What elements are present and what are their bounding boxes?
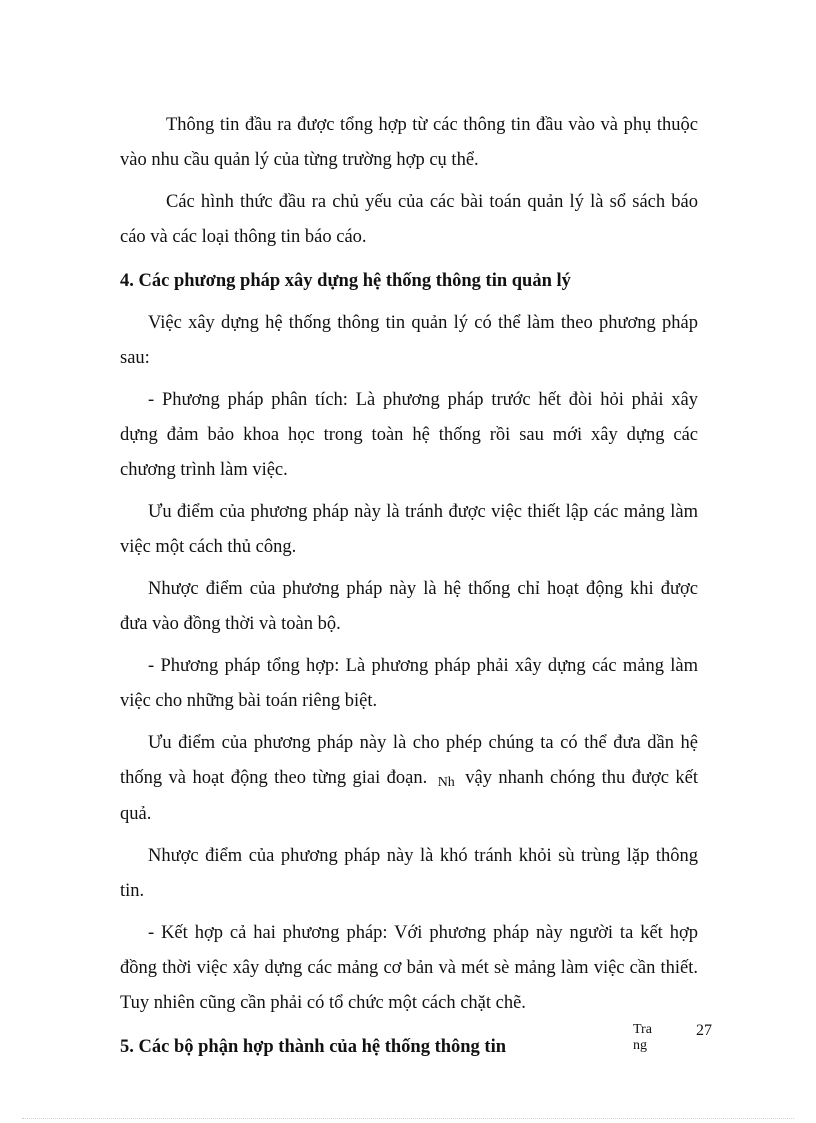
text-fragment: Nh: [437, 775, 455, 790]
text-segment: Ưu điểm của phương pháp này là cho phép chúng ta có thể đưa dần hệ thống và hoạt động theo từng giai đoạn.: [120, 733, 698, 788]
paragraph-output-info: Thông tin đầu ra được tổng hợp từ các thông tin đầu vào và phụ thuộc vào nhu cầu quản lý của từng trường hợp cụ thể.: [120, 115, 698, 170]
paragraph-output-forms: Các hình thức đầu ra chủ yếu của các bài toán quản lý là sổ sách báo cáo và các loại thông tin báo cáo.: [120, 192, 698, 247]
paragraph-synthesis-disadvantage: Nhược điểm của phương pháp này là khó tránh khỏi sù trùng lặp thông tin.: [120, 846, 698, 901]
footer-divider: [22, 1118, 794, 1119]
paragraph-methods-intro: Việc xây dựng hệ thống thông tin quản lý có thể làm theo phương pháp sau:: [120, 313, 698, 368]
paragraph-analysis-method: - Phương pháp phân tích: Là phương pháp trước hết đòi hỏi phải xây dựng đảm bảo khoa học trong toàn hệ thống rồi sau mới xây dựng các chương trình làm việc.: [120, 390, 698, 480]
text-segment: vậy nhanh chóng thu được kết quả.: [120, 768, 698, 824]
page-content: [120, 108, 698, 1065]
paragraph-analysis-disadvantage: Nhược điểm của phương pháp này là hệ thống chỉ hoạt động khi được đưa vào đồng thời và toàn bộ.: [120, 579, 698, 634]
section-heading-4: 4. Các phương pháp xây dựng hệ thống thông tin quản lý: [120, 271, 571, 291]
paragraph-synthesis-method: - Phương pháp tổng hợp: Là phương pháp phải xây dựng các mảng làm việc cho những bài toán riêng biệt.: [120, 656, 698, 711]
paragraph-analysis-advantage: Ưu điểm của phương pháp này là tránh được việc thiết lập các mảng làm việc một cách thủ công.: [120, 502, 698, 557]
page-number: 27: [696, 1022, 712, 1039]
section-heading-5: 5. Các bộ phận hợp thành của hệ thống thông tin: [120, 1037, 507, 1057]
paragraph-synthesis-advantage: [120, 726, 698, 832]
page-label: Trang: [633, 1022, 652, 1053]
paragraph-combined-method: - Kết hợp cả hai phương pháp: Với phương pháp này người ta kết hợp đồng thời việc xây dựng các mảng cơ bản và mét sè mảng làm việc cần thiết. Tuy nhiên cũng cần phải có tổ chức một cách chặt chẽ.: [120, 923, 698, 1013]
